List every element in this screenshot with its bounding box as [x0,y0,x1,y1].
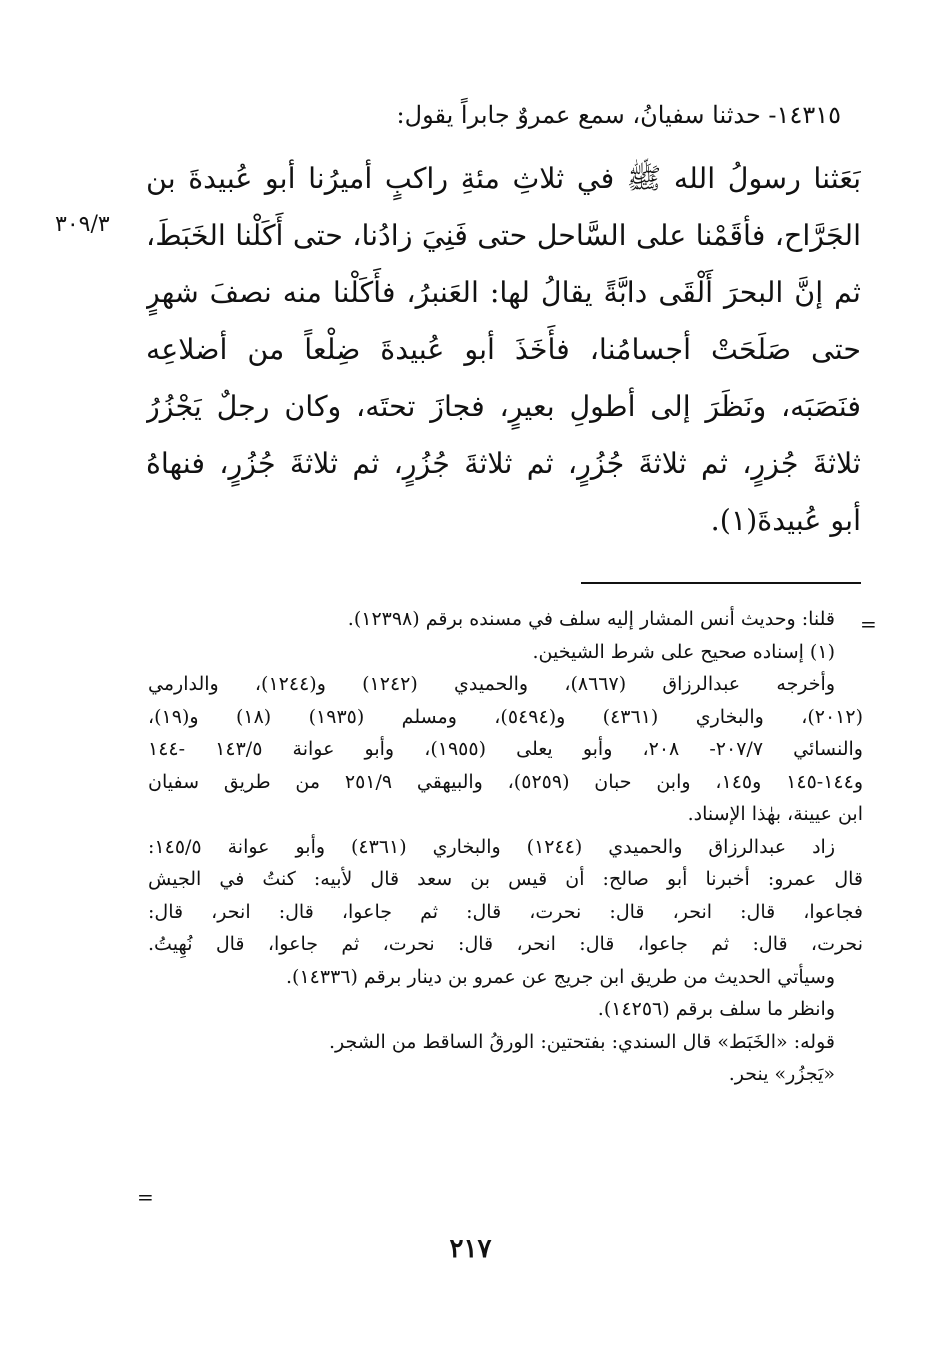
footnote-line: زاد عبدالرزاق والحميدي (١٢٤٤) والبخاري (٤٣٦١) وأبو عوانة ١٤٥/٥: [148,835,836,858]
hadith-line: بَعَثنا رسولُ الله ﷺ في ثلاثِ مئةِ راكبٍ أميرُنا أبو عُبيدةَ بن [146,162,861,195]
footnote-line: ابن عيينة، بهٰذا الإسناد. [687,803,863,825]
footnote-line: نحرت، قال: ثم جاعوا، قال: انحر، قال: نحرت، ثم جاعوا، قال نُهِيتُ. [148,933,863,955]
footnote-line: فجاعوا، قال: انحر، قال: نحرت، قال: ثم جاعوا، قال: انحر، قال: [148,900,863,923]
hadith-line: فنَصَبَه، ونَظَرَ إلى أطولِ بعيرٍ، فجازَ تحتَه، وكان رجلٌ يَجْزُرُ [146,390,861,423]
footnote-line: والنسائي ٢٠٧/٧- ٢٠٨، وأبو يعلى (١٩٥٥)، وأبو عوانة ١٤٣/٥ -١٤٤ [148,738,863,760]
footnote-line: وأخرجه عبدالرزاق (٨٦٦٧)، والحميدي (١٢٤٢) و(١٢٤٤)، والدارمي [148,673,835,695]
footnote-line: و١٤٤-١٤٥ و١٤٥، وابن حبان (٥٢٥٩)، والبيهقي ٢٥١/٩ من طريق سفيان [148,770,863,793]
footnote-line: قال عمرو: أخبرنا أبو صالح: أن قيس بن سعد قال لأبيه: كنتُ في الجيش [148,868,863,890]
hadith-line: أبو عُبيدةَ(١). [710,504,861,537]
hadith-heading: ١٤٣١٥- حدثنا سفيانُ، سمع عمروٌ جابراً يقول: [396,101,841,129]
footnote-line: وسيأتي الحديث من طريق ابن جريج عن عمرو بن دينار برقم (١٤٣٣٦). [286,965,835,988]
footnote-line: (٢٠١٢)، والبخاري (٤٣٦١) و(٥٤٩٤)، ومسلم (١٩٣٥) (١٨) و(١٩)، [148,705,863,728]
hadith-line: ثلاثةَ جُزرٍ، ثم ثلاثةَ جُزُرٍ، ثم ثلاثةَ جُزُرٍ، ثم ثلاثةَ جُزُرٍ، فنهاهُ [146,447,861,480]
hadith-line: الجَرَّاح، فأقَمْنا على السَّاحل حتى فَنِيَ زادُنا، حتى أَكَلْنا الخَبَطَ، [146,219,861,252]
footnote-divider [581,582,861,584]
footnote-line: وانظر ما سلف برقم (١٤٢٥٦). [597,998,835,1020]
footnote-line: قلنا: وحديث أنس المشار إليه سلف في مسنده برقم (١٢٣٩٨). [347,608,835,630]
hadith-line: ثم إنَّ البحرَ أَلْقَى دابَّةً يقالُ لها: العَنبرُ، فأَكَلْنا منه نصفَ شهرٍ [146,276,861,309]
footnote-line: قوله: «الخَبَط» قال السندي: بفتحتين: الورقُ الساقط من الشجر. [328,1030,835,1053]
footnote-line: (١) إسناده صحيح على شرط الشيخين. [532,640,835,663]
footnote-line: «يَجزُر» ينحر. [728,1063,835,1085]
footnotes [148,603,863,1091]
continuation-mark-bottom: = [137,1185,154,1209]
hadith-text [146,150,861,549]
page-number: ٢١٧ [449,1234,492,1264]
continuation-mark-top: = [860,612,877,636]
margin-reference: ٣٠٩/٣ [55,212,110,237]
hadith-line: حتى صَلَحَتْ أجسامُنا، فأَخَذَ أبو عُبيدةَ ضِلْعاً من أضلاعِه [146,333,861,366]
